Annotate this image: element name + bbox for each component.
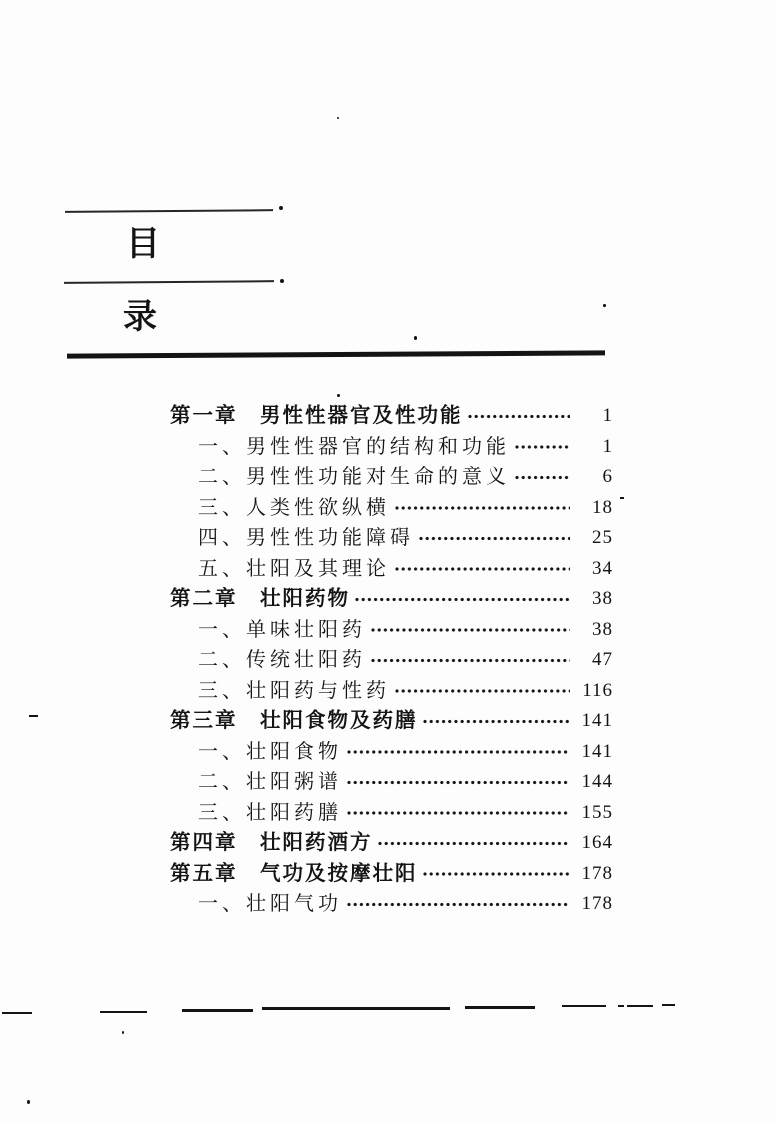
bottom-rule-segment: [2, 1012, 32, 1014]
toc-leader-dots: [377, 828, 571, 859]
toc-entry-label: 二、男性性功能对生命的意义: [198, 466, 510, 488]
bottom-rule-segment: [465, 1006, 535, 1009]
toc-entry: [170, 798, 613, 829]
toc-entry-label: 二、壮阳粥谱: [198, 771, 342, 793]
toc-entry-label: 三、壮阳药膳: [198, 801, 342, 824]
toc-page-number: 155: [581, 801, 613, 823]
toc-page-number: 38: [592, 618, 613, 640]
toc-page-number: 18: [592, 496, 613, 518]
toc-entry: [170, 584, 613, 615]
header-rule-middle: [64, 280, 274, 284]
toc-entry: [170, 737, 613, 768]
bottom-rule-segment: [627, 1005, 653, 1007]
toc-entry: [170, 828, 613, 859]
bottom-rule-segment: [562, 1005, 606, 1007]
toc-entry-label: 第五章 气功及按摩壮阳: [170, 862, 418, 885]
toc-page-number: 1: [602, 405, 613, 426]
toc-entry: [170, 401, 613, 432]
toc-entry: [170, 462, 613, 493]
toc-leader-dots: [346, 889, 570, 920]
toc-entry-label: 三、壮阳药与性药: [198, 679, 390, 702]
toc-page-number: 144: [581, 771, 613, 792]
toc-page-number: 25: [592, 527, 613, 548]
toc-entry-label: 第三章 壮阳食物及药膳: [170, 710, 418, 732]
toc-entry-label: 一、男性性器官的结构和功能: [198, 435, 510, 458]
toc-entry-label: 第二章 壮阳药物: [170, 588, 350, 610]
toc-leader-dots: [514, 462, 570, 493]
contents-title-char-bottom: 录: [123, 299, 157, 336]
toc-leader-dots: [418, 523, 570, 554]
bottom-rule-segment: [100, 1011, 147, 1013]
toc-page-number: 141: [581, 740, 613, 762]
contents-title-char-top: 目: [126, 226, 160, 263]
toc-leader-dots: [346, 798, 570, 829]
scan-noise-speck: [414, 336, 417, 340]
toc-entry: [170, 645, 613, 676]
toc-entry-label: 第四章 壮阳药酒方: [170, 832, 373, 854]
toc-entry: [170, 493, 613, 524]
toc-page-number: 47: [592, 649, 613, 670]
scan-noise-speck: [27, 1100, 30, 1104]
header-rule-thick: [67, 350, 605, 358]
scan-noise-speck: [29, 715, 38, 717]
toc-leader-dots: [346, 737, 570, 768]
scan-noise-speck: [122, 1031, 124, 1034]
toc-entry-label: 四、男性性功能障碍: [198, 527, 414, 549]
toc-entry-label: 二、传统壮阳药: [198, 649, 366, 671]
toc-page-number: 178: [581, 862, 613, 884]
toc-leader-dots: [370, 645, 570, 676]
toc-page-number: 116: [582, 679, 613, 701]
toc-leader-dots: [514, 432, 570, 463]
toc-entry: [170, 859, 613, 890]
bottom-rule-segment: [618, 1005, 624, 1007]
toc-page-number: 164: [581, 832, 613, 853]
toc-entry: [170, 523, 613, 554]
toc-page-number: 34: [592, 557, 613, 579]
toc-page-number: 38: [592, 588, 613, 609]
toc-entry: [170, 676, 613, 707]
toc-page-number: 141: [581, 710, 613, 731]
toc-leader-dots: [422, 706, 571, 737]
toc-leader-dots: [422, 859, 571, 890]
bottom-rule-segment: [182, 1009, 253, 1012]
header-rule-top-end-dot: [279, 206, 283, 210]
toc-entry-label: 五、壮阳及其理论: [198, 557, 390, 580]
scan-noise-speck: [603, 304, 606, 307]
toc-page-number: 178: [581, 893, 613, 914]
toc-entry: [170, 706, 613, 737]
toc-leader-dots: [370, 615, 570, 646]
toc-leader-dots: [346, 767, 570, 798]
toc-entry-label: 第一章 男性性器官及性功能: [170, 405, 463, 427]
toc-leader-dots: [394, 554, 570, 585]
toc-entry: [170, 554, 613, 585]
toc-entry-label: 一、单味壮阳药: [198, 618, 366, 641]
scan-noise-speck: [337, 117, 339, 119]
toc-entry: [170, 767, 613, 798]
toc-entry: [170, 432, 613, 463]
toc-entry-label: 三、人类性欲纵横: [198, 496, 390, 519]
toc-page-number: 1: [602, 435, 613, 457]
scan-noise-speck: [620, 497, 624, 499]
scan-noise-speck: [337, 394, 340, 397]
bottom-rule-segment: [262, 1007, 450, 1010]
toc-entry-label: 一、壮阳食物: [198, 740, 342, 763]
header-rule-middle-end-dot: [280, 279, 284, 283]
toc-list: [170, 401, 613, 920]
toc-leader-dots: [394, 493, 570, 524]
toc-entry-label: 一、壮阳气功: [198, 893, 342, 915]
toc-leader-dots: [354, 584, 570, 615]
toc-entry: [170, 889, 613, 920]
toc-page-number: 6: [602, 466, 613, 487]
header-rule-top: [65, 209, 273, 213]
toc-entry: [170, 615, 613, 646]
toc-leader-dots: [467, 401, 571, 432]
bottom-rule-segment: [662, 1004, 675, 1006]
toc-leader-dots: [394, 676, 570, 707]
